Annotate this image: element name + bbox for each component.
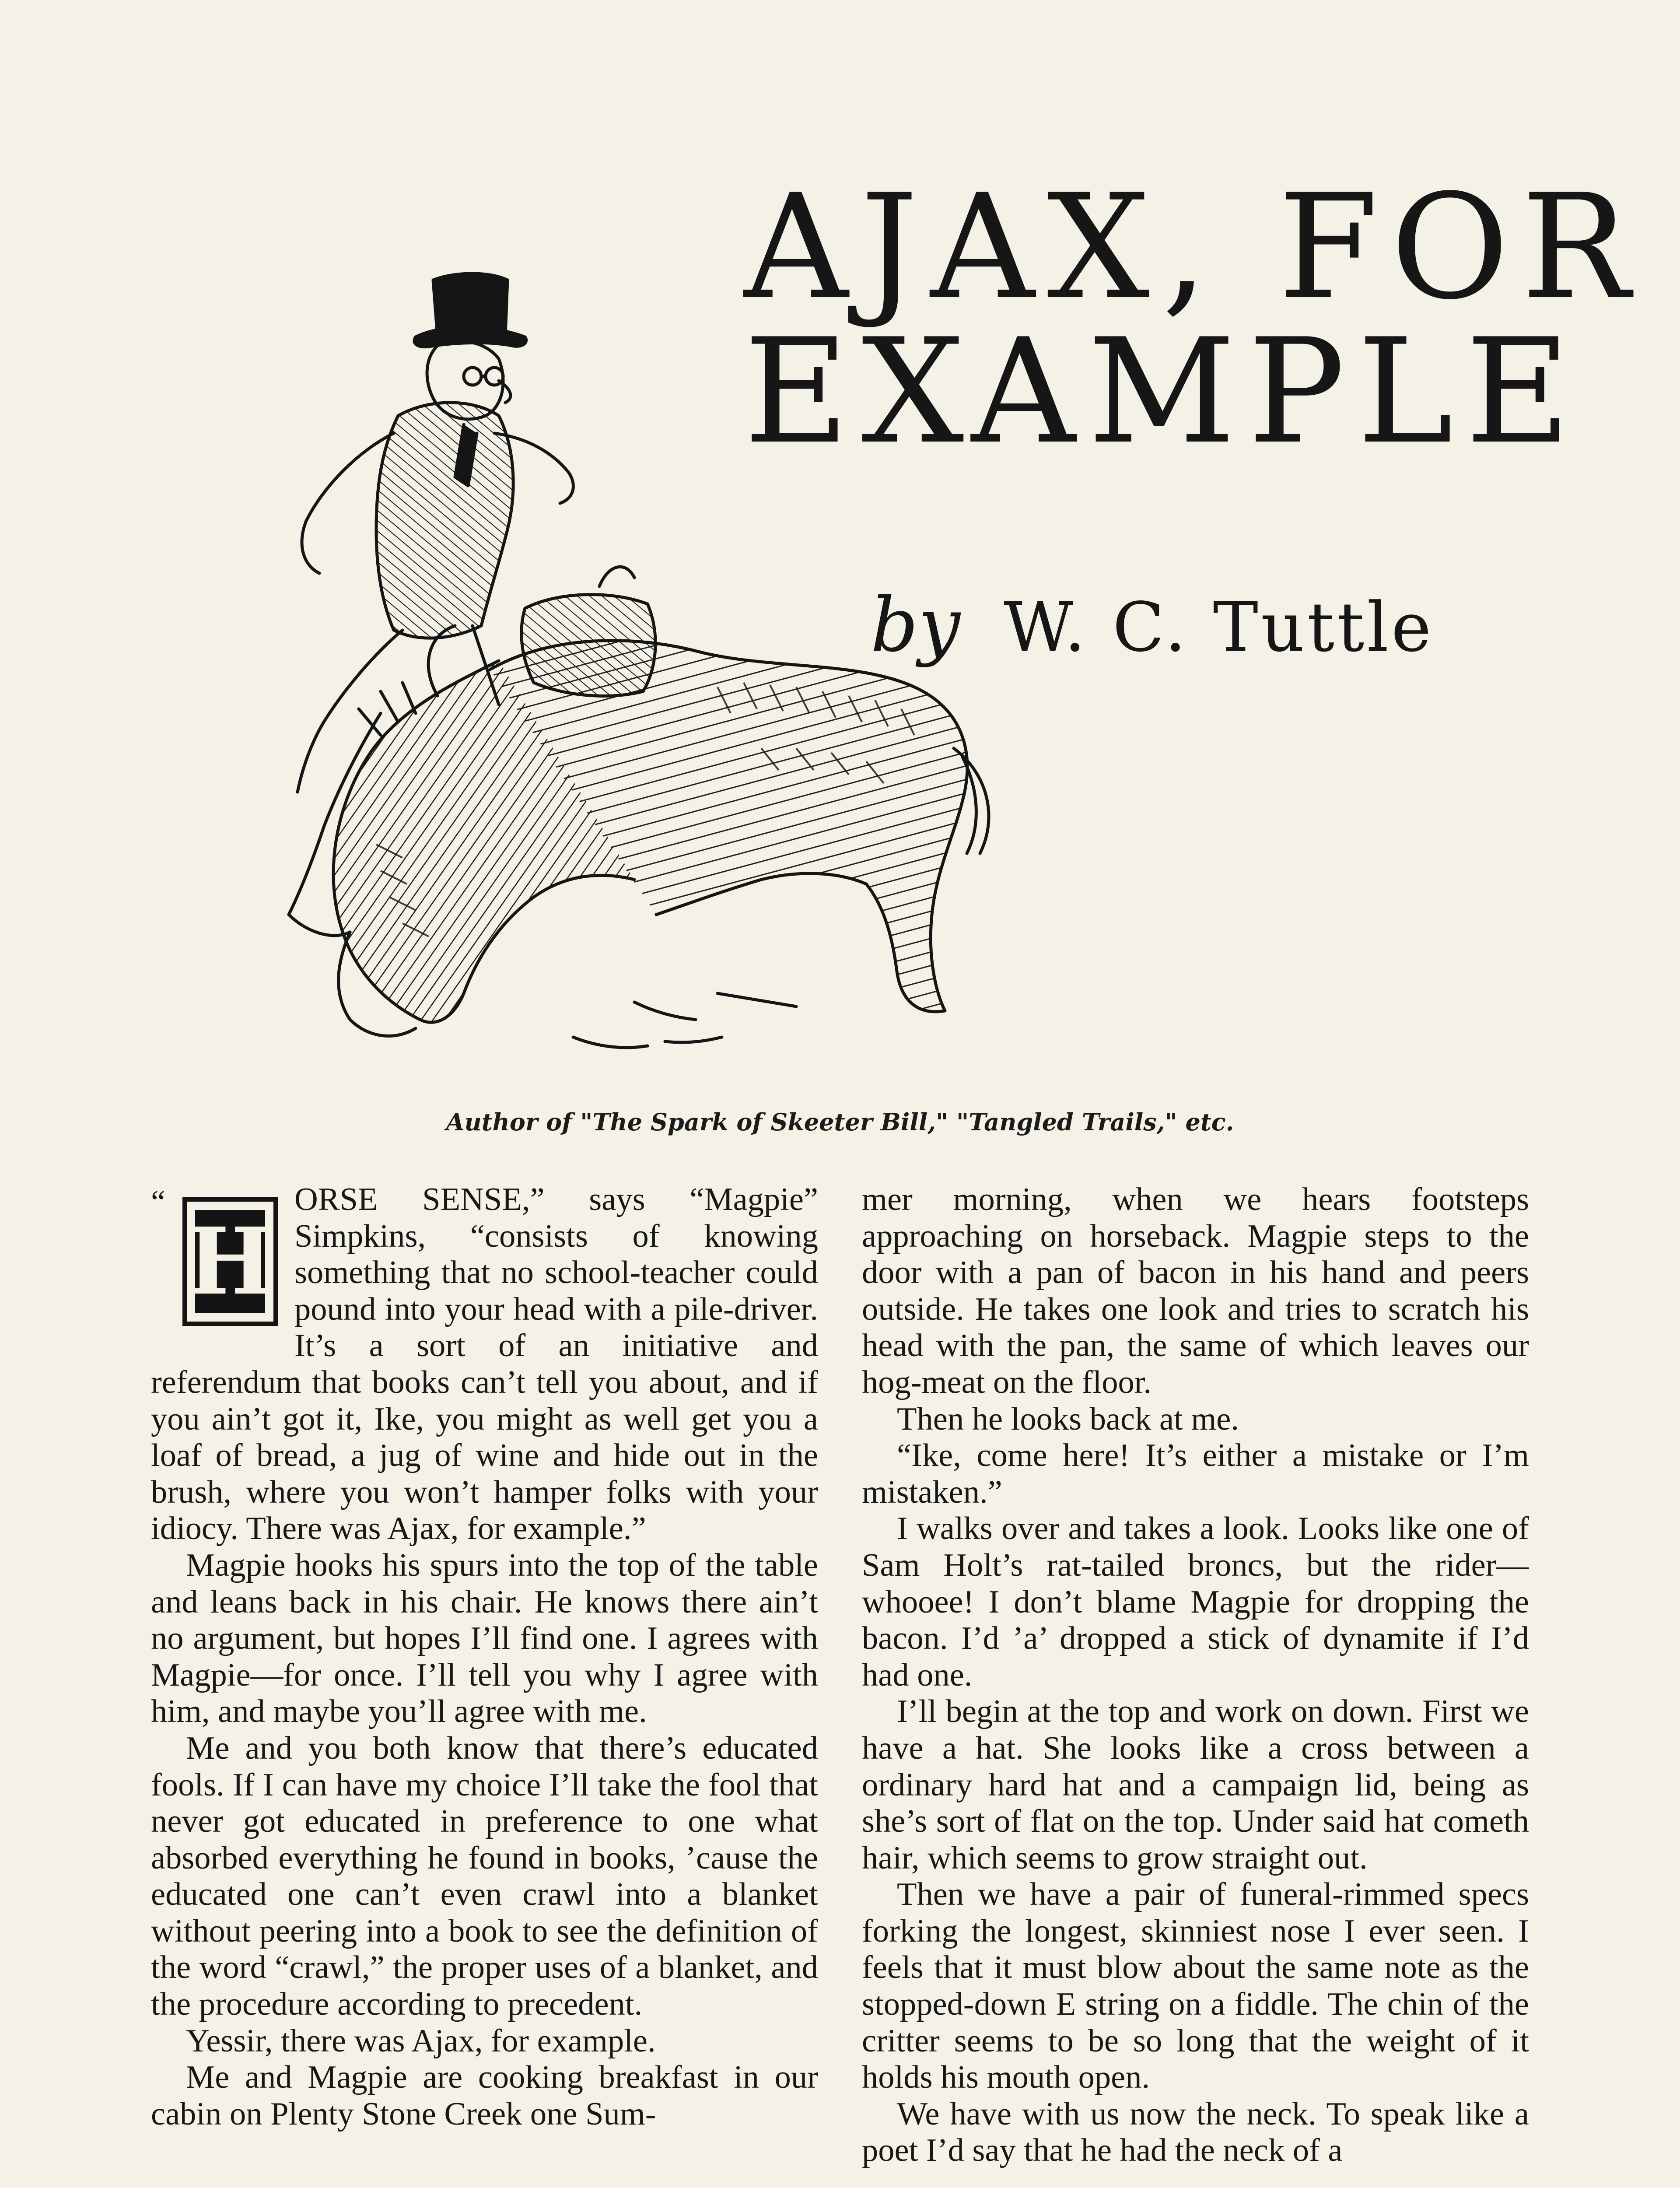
paragraph: “Ike, come here! It’s either a mistake or I’m mistaken.” xyxy=(862,1438,1529,1510)
paragraph: Me and Magpie are cooking breakfast in our cabin on Plenty Stone Creek one Sum- xyxy=(151,2059,818,2132)
paragraph: I’ll begin at the top and work on down. First we have a hat. She looks like a cross between a ordinary hard hat and a campaign lid, being as she’s sort of flat on the top. Under said hat cometh hair, which seems to grow straight out. xyxy=(862,1694,1529,1876)
paragraph: Magpie hooks his spurs into the top of the table and leans back in his chair. He knows there ain’t no argument, but hopes I’ll find one. I agrees with Magpie—for once. I’ll tell you why I agree with him, and maybe you’ll agree with me. xyxy=(151,1547,818,1730)
drop-cap-quote: “ xyxy=(151,1184,165,1220)
paragraph: ORSE SENSE,” says “Magpie” Simpkins, “consists of knowing something that no school-teacher could pound into your head with a pile-driver. It’s a sort of an initiative and referendum that books can’t tell you about, and if you ain’t got it, Ike, you might as well get you a loaf of bread, a jug of wine and hide out in the brush, where you won’t hamper folks with your idiocy. There was Ajax, for example.” xyxy=(151,1182,818,1547)
byline-by: by xyxy=(871,582,960,669)
title-line-2: EXAMPLE xyxy=(744,308,1583,476)
text-column-right xyxy=(862,1182,1529,2188)
article-title xyxy=(744,163,1642,476)
author-name: W. C. Tuttle xyxy=(1004,588,1434,667)
author-caption: Author of "The Spark of Skeeter Bill," "Tangled Trails," etc. xyxy=(446,1108,1234,1136)
paragraph: Then we have a pair of funeral-rimmed specs forking the longest, skinniest nose I ever seen. I feels that it must blow about the same note as the stopped-down E string on a fiddle. The chin of the critter seems to be so long that the weight of it holds his mouth open. xyxy=(862,1876,1529,2096)
paragraph: Then he looks back at me. xyxy=(897,1401,1239,1437)
paragraph: I walks over and takes a look. Looks like one of Sam Holt’s rat-tailed broncs, but the rider—whooee! I don’t blame Magpie for dropping the bacon. I’d ’a’ dropped a stick of dynamite if I’d had one. xyxy=(862,1511,1529,1693)
drop-cap xyxy=(151,1184,282,1335)
paragraph: Me and you both know that there’s educated fools. If I can have my choice I’ll take the fool that never got educated in preference to one what absorbed everything he found in books, ’cause the educated one can’t even crawl into a blanket without peering into a book to see the definition of the word “crawl,” the proper uses of a blanket, and the procedure according to precedent. xyxy=(151,1730,818,2023)
paragraph: We have with us now the neck. To speak like a poet I’d say that he had the neck of a xyxy=(862,2096,1529,2169)
text-column-left xyxy=(151,1182,818,2188)
drop-cap-frame xyxy=(182,1197,278,1326)
byline xyxy=(871,582,1434,669)
paragraph: mer morning, when we hears footsteps approaching on horseback. Magpie steps to the door with a pan of bacon in his hand and peers outside. He takes one look and tries to scratch his head with the pan, the same of which leaves our hog-meat on the floor. xyxy=(862,1182,1529,1400)
title-line-1: AJAX, FOR xyxy=(744,163,1642,331)
drop-cap-letter: H xyxy=(186,1207,274,1315)
drop-cap-inner xyxy=(186,1207,274,1315)
paragraph: Yessir, there was Ajax, for example. xyxy=(186,2023,656,2059)
